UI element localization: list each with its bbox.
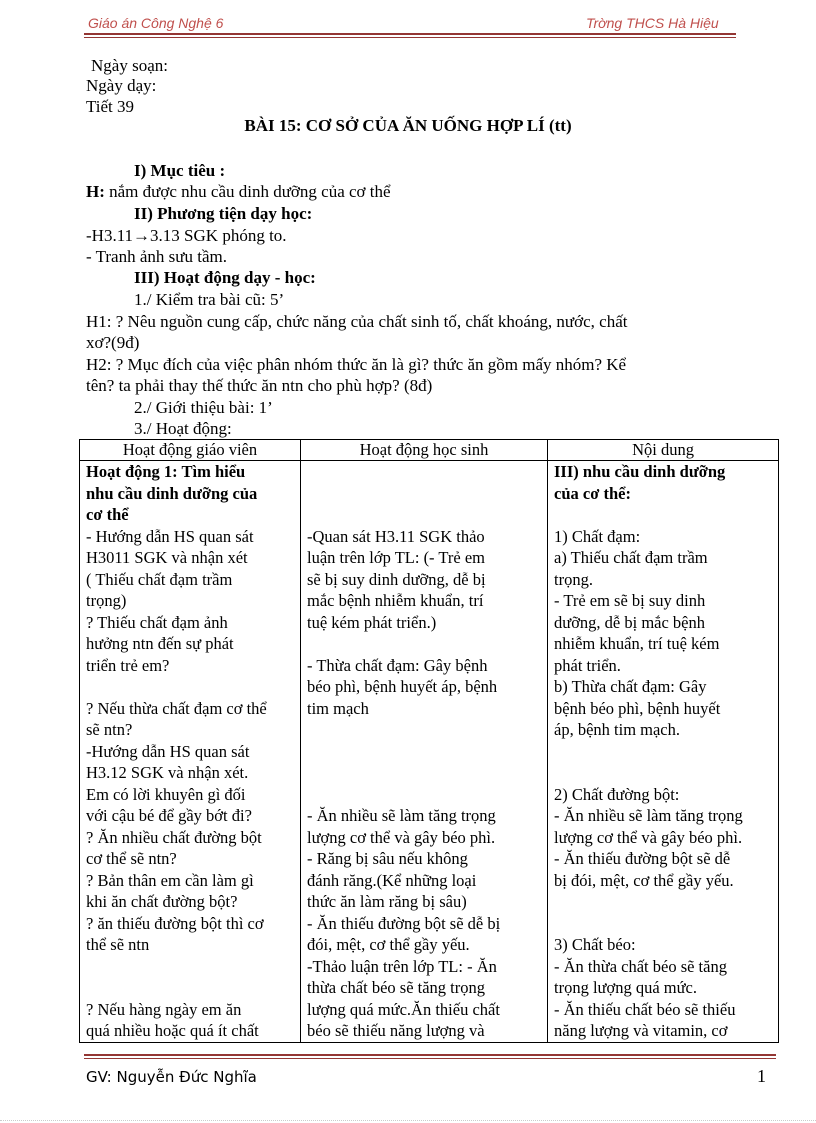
muc-tieu-line — [86, 181, 391, 202]
ngay-day: Ngày dạy: — [86, 76, 157, 95]
muc-tieu-prefix: H: — [86, 182, 105, 201]
page-number: 1 — [757, 1066, 766, 1086]
h2-line2: tên? ta phải thay thế thức ăn ntn cho phù hợp? (8đ) — [86, 376, 433, 395]
hoat-dong-heading: III) Hoạt động dạy - học: — [134, 268, 316, 287]
cell-nd — [548, 461, 779, 1043]
phuong-tien-2: - Tranh ảnh sưu tầm. — [86, 247, 227, 266]
header-rule — [84, 33, 736, 35]
h1-line2: xơ?(9đ) — [86, 333, 140, 352]
h2-line1: H2: ? Mục đích của việc phân nhóm thức ăn là gì? thức ăn gồm mấy nhóm? Kể — [86, 355, 627, 374]
gv-heading: Hoạt động 1: Tìm hiểu nhu cầu dinh dưỡng của cơ thể — [86, 462, 258, 524]
table-header-row — [80, 440, 779, 461]
header-nd: Nội dung — [548, 440, 779, 461]
lesson-title: BÀI 15: CƠ SỞ CỦA ĂN UỐNG HỢP LÍ (tt) — [244, 116, 572, 135]
header-hs: Hoạt động học sinh — [301, 440, 548, 461]
hs-text: -Quan sát H3.11 SGK thảo luận trên lớp TL: (- Trẻ em sẽ bị suy dinh dưỡng, dễ bị mắc bệnh nhiễm khuẩn, trí tuệ kém phát triển.) - Thừa chất đạm: Gây bệnh béo phì, bệnh huyết áp, bệnh tim mạch - Ăn nhiều sẽ làm tăng trọng lượng cơ thể và gây béo phì. - Răng bị sâu nếu không đánh răng.(Kể những loại thức ăn làm răng bị sâu) - Ăn thiếu đường bột sẽ dễ bị đói, mệt, cơ thể gầy yếu. -Thảo luận trên lớp TL: - Ăn thừa chất béo sẽ tăng trọng lượng quá mức.Ăn thiếu chất béo sẽ thiếu năng lượng và — [307, 526, 501, 1040]
nd-heading: III) nhu cầu dinh dưỡng của cơ thể: — [554, 462, 726, 503]
activity-table — [79, 439, 779, 1043]
page-break-line — [0, 1120, 816, 1121]
muc-tieu-text: nắm được nhu cầu dinh dưỡng của cơ thể — [109, 182, 391, 201]
gv-text: - Hướng dẫn HS quan sát H3011 SGK và nhận xét ( Thiếu chất đạm trầm trọng) ? Thiếu chất đạm ảnh hưởng ntn đến sự phát triển trẻ em? ? Nếu thừa chất đạm cơ thể sẽ ntn? -Hướng dẫn HS quan sát H3.12 SGK và nhận xét. Em có lời khuyên gì đối với cậu bé để gầy bớt đi? ? Ăn nhiều chất đường bột cơ thể sẽ ntn? ? Bản thân em cần làm gì khi ăn chất đường bột? ? ăn thiếu đường bột thì cơ thể sẽ ntn ? Nếu hàng ngày em ăn quá nhiều hoặc quá ít chất — [86, 526, 267, 1040]
footer-teacher: GV: Nguyễn Đức Nghĩa — [86, 1068, 257, 1086]
footer-rule — [84, 1054, 776, 1056]
phuong-tien-heading: II) Phương tiện dạy học: — [134, 204, 313, 223]
cell-hs — [301, 461, 548, 1043]
table-row — [80, 461, 779, 1043]
header-school: Trờng THCS Hà Hiệu — [586, 15, 719, 31]
ngay-soan: Ngày soạn: — [91, 56, 168, 75]
tiet: Tiết 39 — [86, 97, 135, 116]
gioi-thieu: 2./ Giới thiệu bài: 1’ — [134, 398, 273, 417]
h1-line1: H1: ? Nêu nguồn cung cấp, chức năng của chất sinh tố, chất khoáng, nước, chất — [86, 312, 628, 331]
header-gv: Hoạt động giáo viên — [80, 440, 301, 461]
footer-rule-thin — [84, 1058, 776, 1059]
nd-text: 1) Chất đạm: a) Thiếu chất đạm trầm trọng. - Trẻ em sẽ bị suy dinh dưỡng, dễ bị mắc bệnh nhiễm khuẩn, trí tuệ kém phát triển. b) Thừa chất đạm: Gây bệnh béo phì, bệnh huyết áp, bệnh tim mạch. 2) Chất đường bột: - Ăn nhiều sẽ làm tăng trọng lượng cơ thể và gây béo phì. - Ăn thiếu đường bột sẽ dễ bị đói, mệt, cơ thể gầy yếu. 3) Chất béo: - Ăn thừa chất béo sẽ tăng trọng lượng quá mức. - Ăn thiếu chất béo sẽ thiếu năng lượng và vitamin, cơ — [554, 526, 743, 1040]
header-subject: Giáo án Công Nghệ 6 — [88, 15, 224, 31]
header-rule-thin — [84, 37, 736, 38]
phuong-tien-1: -H3.11→3.13 SGK phóng to. — [86, 226, 287, 245]
cell-gv — [80, 461, 301, 1043]
kiem-tra: 1./ Kiểm tra bài cũ: 5’ — [134, 290, 285, 309]
hoat-dong: 3./ Hoạt động: — [134, 419, 232, 438]
muc-tieu-heading: I) Mục tiêu : — [134, 161, 226, 180]
